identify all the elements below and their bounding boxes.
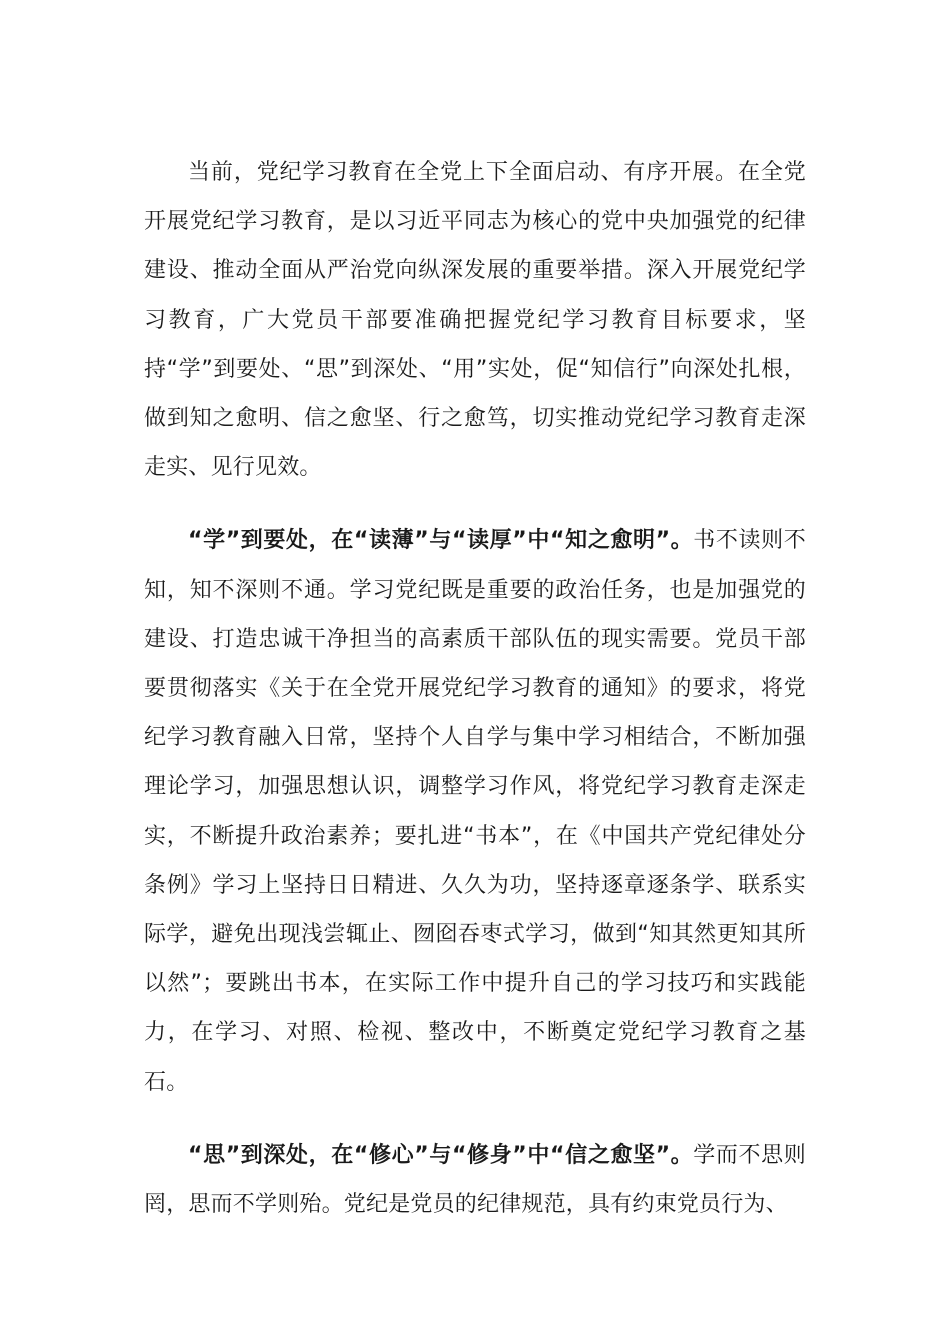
document-page: [144, 148, 806, 1229]
paragraph-body: 学而不思则罔，思而不学则殆。党纪是党员的纪律规范，具有约束党员行为、: [144, 1142, 806, 1218]
paragraph-body: 书不读则不知，知不深则不通。学习党纪既是重要的政治任务，也是加强党的建设、打造忠诚干净担当的高素质干部队伍的现实需要。党员干部要贯彻落实《关于在全党开展党纪学习教育的通知》的要求，将党纪学习教育融入日常，坚持个人自学与集中学习相结合，不断加强理论学习，加强思想认识，调整学习作风，将党纪学习教育走深走实，不断提升政治素养；要扎进“书本”，在《中国共产党纪律处分条例》学习上坚持日日精进、久久为功，坚持逐章逐条学、联系实际学，避免出现浅尝辄止、囫囵吞枣式学习，做到“知其然更知其所以然”；要跳出书本，在实际工作中提升自己的学习技巧和实践能力，在学习、对照、检视、整改中，不断奠定党纪学习教育之基石。: [144, 528, 806, 1095]
paragraph-lead: “思”到深处，在“修心”与“修身”中“信之愈坚”。: [188, 1142, 694, 1168]
paragraph-intro: [144, 148, 806, 492]
paragraph-study: [144, 516, 806, 1106]
paragraph-think: [144, 1131, 806, 1229]
paragraph-body: 当前，党纪学习教育在全党上下全面启动、有序开展。在全党开展党纪学习教育，是以习近平同志为核心的党中央加强党的纪律建设、推动全面从严治党向纵深发展的重要举措。深入开展党纪学习教育，广大党员干部要准确把握党纪学习教育目标要求，坚持“学”到要处、“思”到深处、“用”实处，促“知信行”向深处扎根，做到知之愈明、信之愈坚、行之愈笃，切实推动党纪学习教育走深走实、见行见效。: [144, 160, 806, 481]
paragraph-lead: “学”到要处，在“读薄”与“读厚”中“知之愈明”。: [188, 528, 694, 554]
